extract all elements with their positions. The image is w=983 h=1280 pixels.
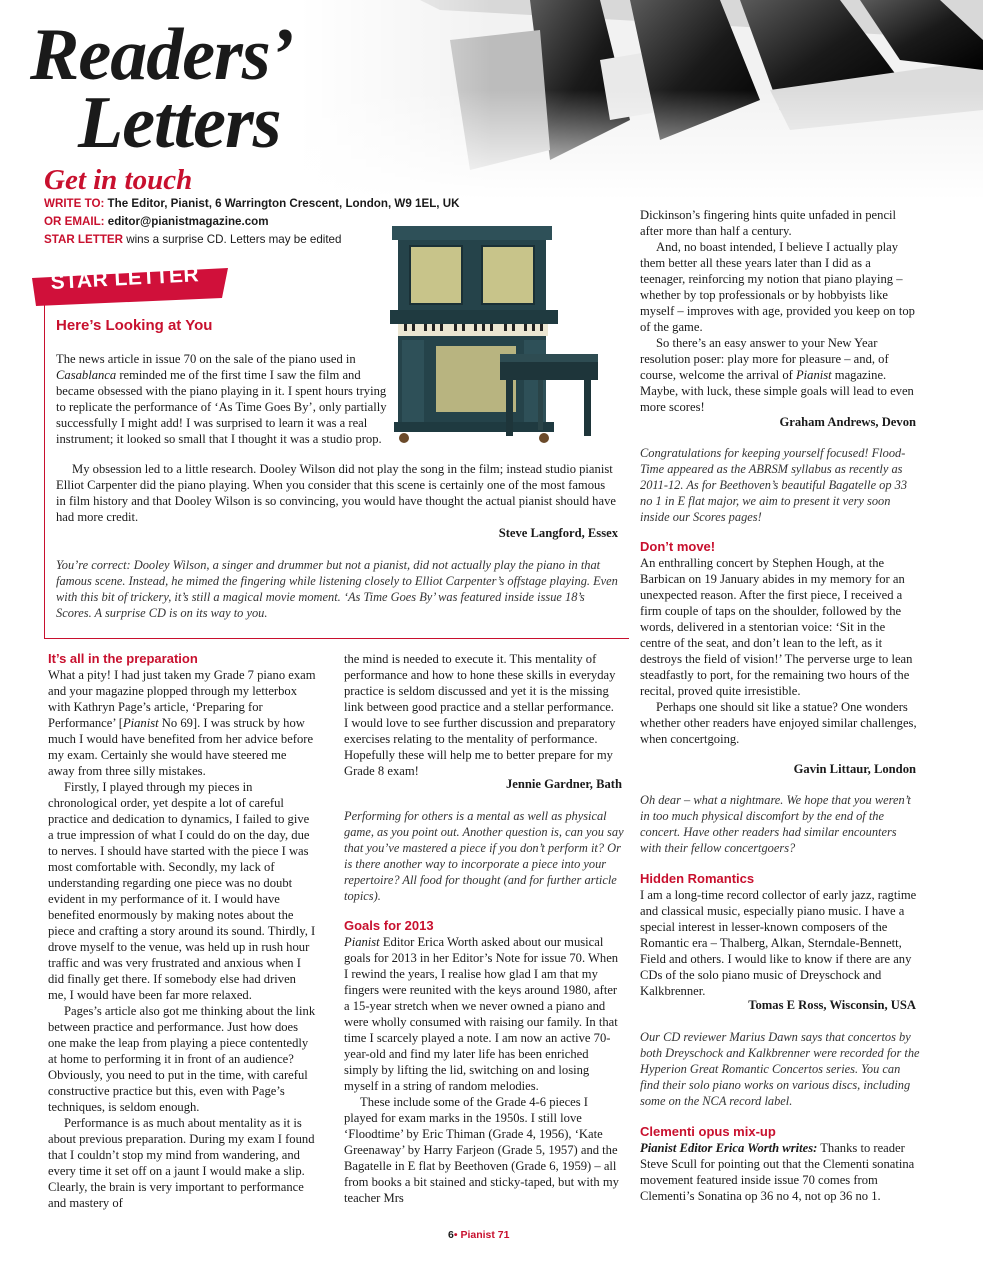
star-letter-title: Here’s Looking at You xyxy=(56,317,213,334)
star-letter-text-2: My obsession led to a little research. Dooley Wilson did not play the song in the film; instead studio pianist Elliot Carpenter did the piano playing. When you consider that this scene is certainly one of the most famous in film history and that Dooley Wilson is so convincing, you would have thought the actual pianist should have had more credit. xyxy=(56,462,616,524)
piano-keys-header-image xyxy=(300,0,983,200)
clementi-lead: Pianist Editor Erica Worth writes: xyxy=(640,1141,818,1155)
dont-move-signature: Gavin Littaur, London xyxy=(793,762,916,776)
prep-text-3: Pages’s article also got me thinking about the link between practice and performance. Just how does one make the leap from playing a piece contentedly at home to performing it in front of an audience? Obviously, you need to put in the time, with careful constructive practice but this, even with Page’s techniques, is seldom enough. xyxy=(48,1004,316,1114)
dont-move-title: Don’t move! xyxy=(640,539,716,554)
dont-move-text-1: An enthralling concert by Stephen Hough, at the Barbican on 19 January abides in my memory for an unexpected reason. After the first piece, I received a firm couple of taps on the shoulder, followed by the words, delivered in a stentorian voice: ‘Sit in the centre of the seat, and don’t lean to the left, as it destroys the field of vision!’ The perverse urge to lean steadfastly to port, for the remaining two hours of the recital, proved quite irresistible. xyxy=(640,556,913,698)
magazine-name: Pianist xyxy=(344,935,380,949)
star-letter-paragraph-1 xyxy=(56,351,390,447)
goals-letter-body xyxy=(344,934,620,1206)
star-letter-editor-reply: You’re correct: Dooley Wilson, a singer and drummer but not a pianist, did not actually play the piano in that famous scene. Instead, he mimed the fingering while listening closely to Elliot Carpenter’s offstage playing. Even with this bit of trickery, it’s still a magical movie moment. ‘As Time Goes By’ was featured inside issue 18’s Scores. A surprise CD is on its way to you. xyxy=(56,558,618,620)
goals-letter-title: Goals for 2013 xyxy=(344,918,434,933)
prep-letter-title: It’s all in the preparation xyxy=(48,651,198,666)
dont-move-editor-reply: Oh dear – what a nightmare. We hope that you weren’t in too much physical discomfort by the end of the concert. Have other readers had similar encounters with their fellow concertgoers? xyxy=(640,793,911,855)
star-letter-text-1a: The news article in issue 70 on the sale of the piano used in xyxy=(56,352,356,366)
hidden-romantics-title: Hidden Romantics xyxy=(640,871,755,886)
prep-letter-body xyxy=(48,667,316,1211)
goals-letter-editor-reply: Congratulations for keeping yourself focused! Flood-Time appeared as the ABRSM syllabus as recently as 2011-12. As for Beethoven’s beautiful Bagatelle op 33 no 1 in E flat major, we aim to present it very soon inside our Scores pages! xyxy=(640,446,908,524)
contact-write-to xyxy=(44,197,459,210)
contact-email xyxy=(44,215,269,228)
clementi-body xyxy=(640,1140,918,1204)
goals-text-5b: magazine. Maybe, with luck, these simple goals will lead to even more scores! xyxy=(640,368,914,414)
prep-letter-continued xyxy=(344,651,620,779)
email-label: OR EMAIL: xyxy=(44,215,105,228)
footer-magazine: Pianist xyxy=(457,1229,495,1241)
prep-letter-signature: Jennie Gardner, Bath xyxy=(505,777,622,791)
star-letter-text-1b: reminded me of the first time I saw the film and became obsessed with the piano playing in it. I spent hours trying to replicate the performance of ‘As Time Goes By’, only partially successfully I might add! I was surprised to learn it was a real instrument; it looked so small that I thought it was a studio prop. xyxy=(56,368,387,446)
goals-text-3: Dickinson’s fingering hints quite unfaded in pencil after more than half a century. xyxy=(640,208,897,238)
clementi-text: Thanks to reader Steve Scull for pointing out that the Clementi sonatina movement featured inside issue 70 comes from Clementi’s Sonatina op 36 no 4, not op 36 no 1. xyxy=(640,1141,915,1203)
footer-issue: 71 xyxy=(494,1229,510,1241)
hidden-romantics-editor-reply: Our CD reviewer Marius Dawn says that concertos by both Dreyschock and Kalkbrenner were recorded for the Hyperion Great Romantic Concertos series. You can find their solo piano works on various discs, including some on the NCA record label. xyxy=(640,1030,920,1108)
star-note-text: wins a surprise CD. Letters may be edited xyxy=(123,233,342,246)
prep-text-5: the mind is needed to execute it. This mentality of performance and how to hone these skills in everyday practice is seldom discussed and yet it is the missing link between good practice and a stellar performance. I would love to see further discussion and preparatory exercises relating to the mentality of performance. Hopefully these will help me to better prepare for my Grade 8 exam! xyxy=(344,652,616,778)
footer-bullet: • xyxy=(453,1229,458,1241)
page-title-line2: Letters xyxy=(78,82,281,164)
hidden-romantics-body xyxy=(640,887,920,999)
email-address: editor@pianistmagazine.com xyxy=(104,215,269,228)
star-letter-signature: Steve Langford, Essex xyxy=(498,526,618,540)
page-footer xyxy=(448,1229,510,1241)
page-number: 6 xyxy=(448,1229,454,1241)
hidden-romantics-text: I am a long-time record collector of early jazz, ragtime and classical music, especially piano music. I have a special interest in lesser-known composers of the Romantic era – Thalberg, Alkan, Sterndale-Bennett, Field and others. I would like to know if there are any CDs of the solo piano music of Dreyschock and Kalkbrenner. xyxy=(640,888,917,998)
prep-text-2: Firstly, I played through my pieces in chronological order, yet despite a lot of careful practice and dedication to dynamics, I failed to give a true impression of what I could do on the day, due to nerves. I should have started with the piece I was most comfortable with. Secondly, my lack of understanding regarding one piece was no doubt evident in my performance of it. I would have benefited enormously by making notes about the piece and crafting a story around its sound. Thirdly, I drove myself to the venue, was held up in rush hour traffic and was very frustrated and anxious when I did finally get there. If somebody else had driven me, I would have been far more relaxed. xyxy=(48,780,316,1002)
goals-text-1: Editor Erica Worth asked about our musical goals for 2013 in her Editor’s Note for issue 70. When I rewind the years, I realise how glad I am that my fingers were reunited with the keys around 1980, after a 15-year stretch when we never owned a piano and were wholly consumed with raising our family. In that time I scarcely played a note. I am now an active 70-year-old and find my later life has been enriched simply by lifting the lid, switching on and losing myself in a string of random melodies. xyxy=(344,935,619,1093)
star-note-label: STAR LETTER xyxy=(44,233,124,246)
write-to-label: WRITE TO: xyxy=(44,197,105,210)
hidden-romantics-signature: Tomas E Ross, Wisconsin, USA xyxy=(748,998,916,1012)
prep-text-1a: What a pity! I had just taken my Grade 7 piano exam and your magazine plopped through my letterbox with Kathryn Page’s article, ‘Preparing for Performance’ [ xyxy=(48,668,316,730)
write-to-address: The Editor, Pianist, 6 Warrington Crescent, London, W9 1EL, UK xyxy=(104,197,460,210)
star-letter-paragraph-2 xyxy=(56,461,618,525)
dont-move-text-2: Perhaps one should sit like a statue? One wonders whether other readers have enjoyed similar challenges, when concertgoing. xyxy=(640,700,917,746)
film-title: Casablanca xyxy=(56,368,117,382)
page-title-line1: Readers’ xyxy=(30,14,294,96)
goals-letter-signature: Graham Andrews, Devon xyxy=(779,415,916,429)
goals-text-2: These include some of the Grade 4-6 pieces I played for exam marks in the 1950s. I still love ‘Floodtime’ by Eric Thiman (Grade 4, 1956), ‘Kate Greenaway’ by Harry Farjeon (Grade 5, 1957) and the Bagatelle in E flat by Beethoven (Grade 6, 1959) – all from books a bit stained and sticky-taped, but with my teacher Mrs xyxy=(344,1095,619,1205)
magazine-name: Pianist xyxy=(795,368,832,382)
star-letter-banner-text: STAR LETTER xyxy=(50,263,200,294)
goals-text-5a: So there’s an easy answer to your New Year resolution poser: play more for pleasure – and, of course, welcome the arrival of xyxy=(640,336,889,382)
upright-piano-image xyxy=(388,210,610,450)
prep-text-1b: No 69]. I was struck by how much I would have benefited from her advice before my exam. Certainly she would have steered me away from three silly mistakes. xyxy=(48,716,314,778)
contact-star-note xyxy=(44,233,341,246)
prep-letter-editor-reply: Performing for others is a mental as well as physical game, as you point out. Another question is, can you say that you’ve mastered a piece if you don’t perform it? Or is there another way to incorporate a piece into your repertoire? All food for thought (and for further article topics). xyxy=(344,809,624,903)
clementi-title: Clementi opus mix-up xyxy=(640,1124,776,1139)
dont-move-body xyxy=(640,555,918,747)
goals-letter-continued xyxy=(640,207,918,415)
magazine-name: Pianist xyxy=(122,716,159,730)
prep-text-4: Performance is as much about mentality as it is about previous preparation. During my exam I found that I couldn’t stop my mind from wandering, and every time it set off on a jaunt I would make a slip. Clearly, the brain is very important to performance and mastery of xyxy=(48,1116,315,1210)
contact-heading: Get in touch xyxy=(44,164,193,196)
goals-text-4: And, no boast intended, I believe I actually play them better all these years later than I did as a teenager, reinforcing my notion that piano playing – whether by top professionals or by hobbyists like myself – improves with age, provided you keep on top of the game. xyxy=(640,240,915,334)
